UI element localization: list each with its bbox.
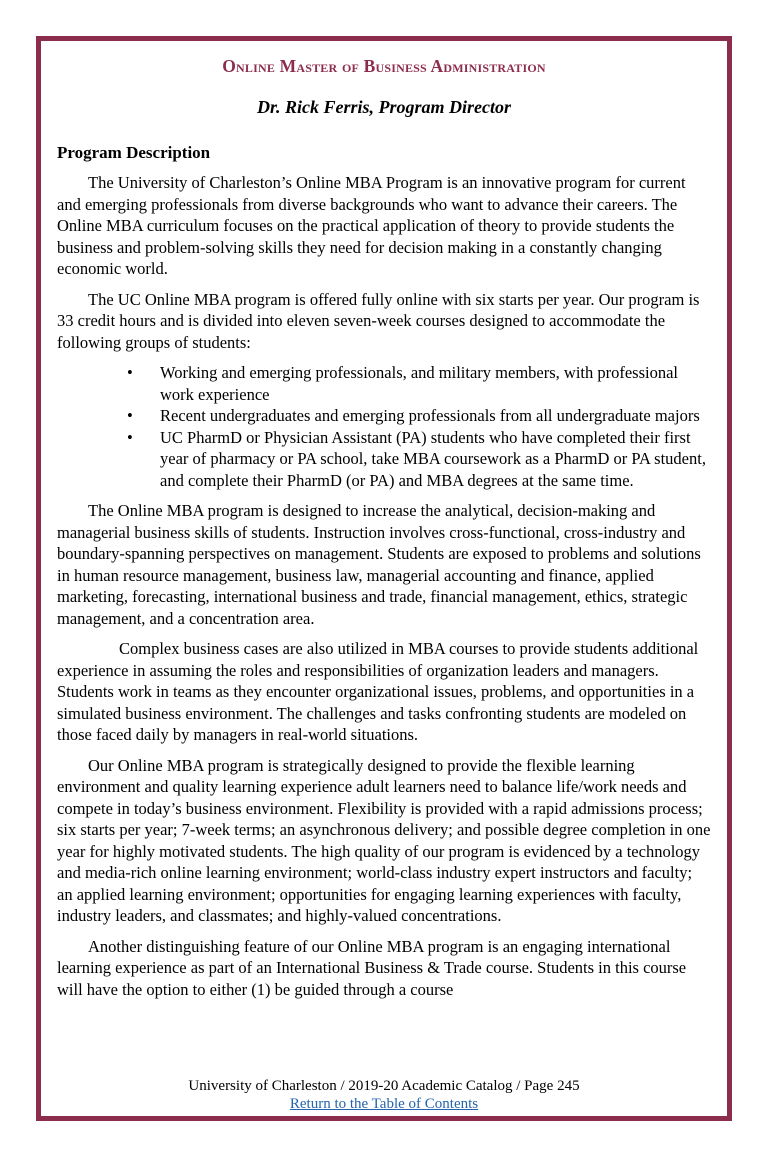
bullet-icon: • (127, 427, 133, 447)
list-item-recent-undergraduates (127, 405, 711, 427)
page-footer (41, 1077, 727, 1113)
footer-citation: University of Charleston / 2019-20 Academic Catalog / Page 245 (188, 1078, 580, 1094)
bullet-icon: • (127, 406, 133, 425)
paragraph-flexible-learning: Our Online MBA program is strategically designed to provide the flexible learning environment and quality learning experience adult learners need to balance life/work needs and compete in today’s business environment. Flexibility is provided with a rapid admissions process; six starts per year; 7-week terms; an asynchronous delivery; and possible degree completion in one year for highly motivated students. The high quality of our program is evidenced by a technology and media-rich online learning environment; world-class industry expert instructors and faculty; an applied learning environment; opportunities for engaging learning experiences with faculty, industry leaders, and classmates; and highly-valued concentrations. (57, 755, 711, 925)
list-item-text: Recent undergraduates and emerging professionals from all undergraduate majors (160, 406, 700, 425)
paragraph-program-intro: The University of Charleston’s Online MBA Program is an innovative program for current and emerging professionals from diverse backgrounds who want to advance their careers. The Online MBA curriculum focuses on the practical application of theory to provide students the business and problem-solving skills they need for decision making in a constantly changing economic world. (57, 173, 686, 278)
section-heading-program-description: Program Description (57, 143, 211, 162)
paragraph-business-cases: Complex business cases are also utilized in MBA courses to provide students additional experience in assuming the roles and responsibilities of organization leaders and managers. Students work in teams as they encounter organizational issues, problems, and opportunities in a simulated business environment. The challenges and tasks confronting students are modeled on those faced daily by managers in real-world situations. (57, 639, 699, 744)
list-item-text: Working and emerging professionals, and military members, with professional work experience (160, 363, 679, 404)
list-item-text: UC PharmD or Physician Assistant (PA) students who have completed their first year of pharmacy or PA school, take MBA coursework as a PharmD or PA student, and complete their PharmD (or PA) and MBA degrees at the same time. (160, 427, 706, 490)
paragraph-international-experience: Another distinguishing feature of our Online MBA program is an engaging international learning experience as part of an International Business & Trade course. Students in this course will have the option to either (1) be guided through a course (57, 936, 687, 999)
page-title: Online Master of Business Administration (222, 56, 546, 76)
student-groups-list (127, 362, 711, 491)
paragraph-program-design: The Online MBA program is designed to increase the analytical, decision-making and managerial business skills of students. Instruction involves cross-functional, cross-industry and boundary-spanning perspectives on management. Students are exposed to problems and solutions in human resource management, business law, managerial accounting and finance, applied marketing, forecasting, international business and trade, financial management, ethics, strategic management, and a concentration area. (57, 501, 701, 628)
list-item-working-professionals (127, 362, 711, 405)
page-border-frame (36, 36, 732, 1121)
program-director-subtitle: Dr. Rick Ferris, Program Director (256, 97, 511, 117)
list-item-pharmd-pa-students (127, 427, 711, 492)
return-to-toc-link[interactable]: Return to the Table of Contents (289, 1096, 479, 1112)
bullet-icon: • (127, 363, 133, 382)
paragraph-program-structure: The UC Online MBA program is offered fully online with six starts per year. Our program is 33 credit hours and is divided into eleven seven-week courses designed to accommodate the following groups of students: (57, 289, 700, 352)
